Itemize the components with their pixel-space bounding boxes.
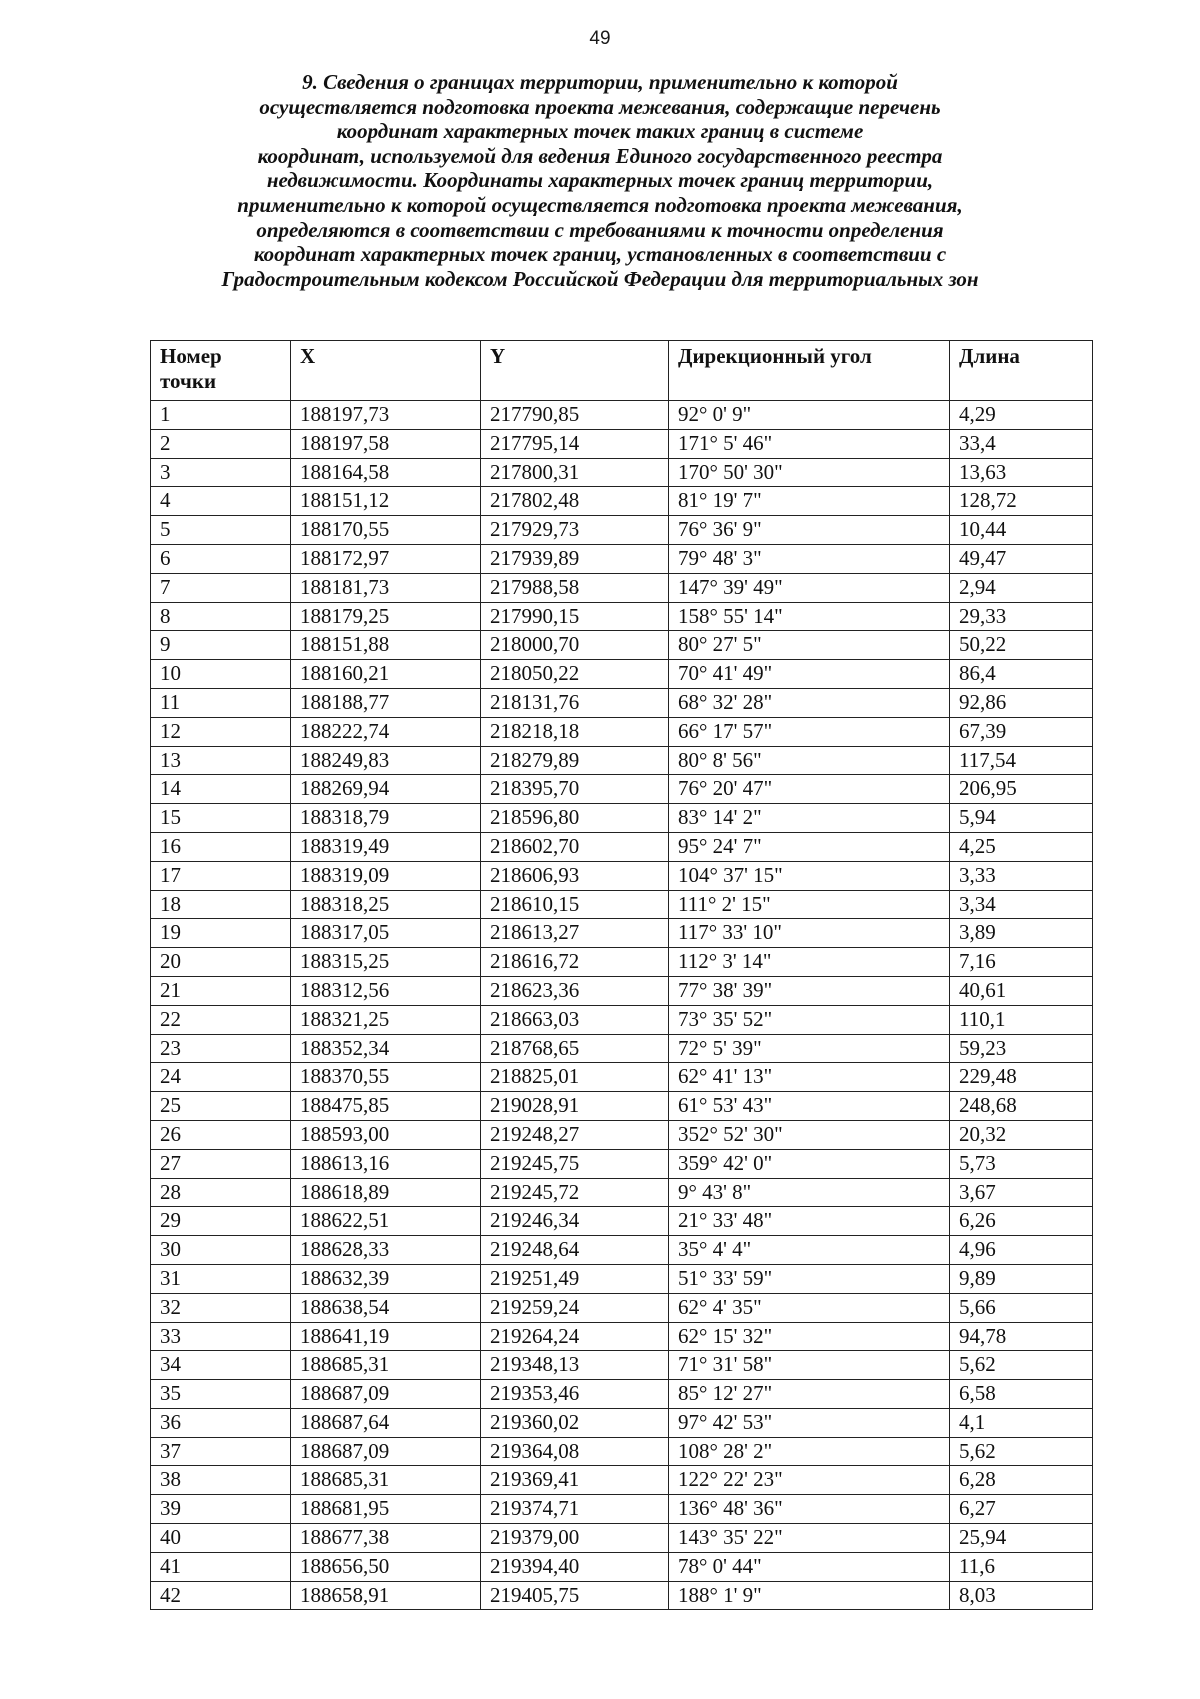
table-row: [151, 1552, 1093, 1581]
cell-direction-angle: 97° 42' 53": [669, 1408, 950, 1437]
cell-length: 5,66: [950, 1293, 1093, 1322]
cell-y: 218613,27: [481, 919, 669, 948]
cell-direction-angle: 61° 53' 43": [669, 1092, 950, 1121]
table-row: [151, 1149, 1093, 1178]
cell-y: 218218,18: [481, 717, 669, 746]
cell-x: 188164,58: [291, 458, 481, 487]
cell-point-number: 25: [151, 1092, 291, 1121]
cell-x: 188628,33: [291, 1236, 481, 1265]
cell-y: 217988,58: [481, 573, 669, 602]
cell-point-number: 11: [151, 688, 291, 717]
table-row: [151, 631, 1093, 660]
cell-point-number: 4: [151, 487, 291, 516]
cell-x: 188622,51: [291, 1207, 481, 1236]
table-row: [151, 1092, 1093, 1121]
table-row: [151, 861, 1093, 890]
header-direction-angle: Дирекционный угол: [669, 341, 950, 401]
cell-direction-angle: 122° 22' 23": [669, 1466, 950, 1495]
cell-point-number: 24: [151, 1063, 291, 1092]
table-row: [151, 948, 1093, 977]
cell-length: 2,94: [950, 573, 1093, 602]
heading-line: недвижимости. Координаты характерных точек границ территории,: [266, 168, 934, 193]
cell-point-number: 3: [151, 458, 291, 487]
table-row: [151, 660, 1093, 689]
cell-length: 5,73: [950, 1149, 1093, 1178]
cell-direction-angle: 92° 0' 9": [669, 401, 950, 430]
cell-x: 188593,00: [291, 1120, 481, 1149]
cell-y: 219251,49: [481, 1264, 669, 1293]
cell-x: 188170,55: [291, 516, 481, 545]
cell-point-number: 5: [151, 516, 291, 545]
cell-length: 4,96: [950, 1236, 1093, 1265]
cell-y: 218596,80: [481, 804, 669, 833]
cell-x: 188370,55: [291, 1063, 481, 1092]
cell-direction-angle: 112° 3' 14": [669, 948, 950, 977]
cell-length: 92,86: [950, 688, 1093, 717]
cell-x: 188321,25: [291, 1005, 481, 1034]
cell-length: 9,89: [950, 1264, 1093, 1293]
cell-x: 188681,95: [291, 1495, 481, 1524]
cell-length: 4,29: [950, 401, 1093, 430]
cell-x: 188315,25: [291, 948, 481, 977]
cell-direction-angle: 95° 24' 7": [669, 832, 950, 861]
cell-point-number: 12: [151, 717, 291, 746]
table-row: [151, 1034, 1093, 1063]
table-row: [151, 429, 1093, 458]
cell-x: 188151,88: [291, 631, 481, 660]
cell-point-number: 36: [151, 1408, 291, 1437]
table-body: [151, 401, 1093, 1610]
cell-point-number: 32: [151, 1293, 291, 1322]
cell-y: 218000,70: [481, 631, 669, 660]
cell-direction-angle: 111° 2' 15": [669, 890, 950, 919]
cell-y: 219369,41: [481, 1466, 669, 1495]
cell-y: 217795,14: [481, 429, 669, 458]
table-row: [151, 401, 1093, 430]
cell-y: 217790,85: [481, 401, 669, 430]
cell-length: 4,25: [950, 832, 1093, 861]
cell-direction-angle: 51° 33' 59": [669, 1264, 950, 1293]
cell-x: 188319,49: [291, 832, 481, 861]
cell-length: 8,03: [950, 1581, 1093, 1610]
cell-point-number: 35: [151, 1380, 291, 1409]
cell-point-number: 39: [151, 1495, 291, 1524]
cell-y: 219028,91: [481, 1092, 669, 1121]
cell-length: 6,58: [950, 1380, 1093, 1409]
cell-direction-angle: 62° 41' 13": [669, 1063, 950, 1092]
cell-y: 219353,46: [481, 1380, 669, 1409]
cell-direction-angle: 188° 1' 9": [669, 1581, 950, 1610]
cell-y: 219259,24: [481, 1293, 669, 1322]
cell-length: 5,62: [950, 1351, 1093, 1380]
heading-line: 9. Сведения о границах территории, применительно к которой: [302, 70, 898, 94]
cell-length: 5,94: [950, 804, 1093, 833]
table-header-row: [151, 341, 1093, 401]
cell-x: 188318,79: [291, 804, 481, 833]
cell-length: 4,1: [950, 1408, 1093, 1437]
cell-point-number: 30: [151, 1236, 291, 1265]
cell-y: 217990,15: [481, 602, 669, 631]
cell-y: 218131,76: [481, 688, 669, 717]
table-row: [151, 1495, 1093, 1524]
cell-length: 3,34: [950, 890, 1093, 919]
cell-y: 219405,75: [481, 1581, 669, 1610]
cell-length: 94,78: [950, 1322, 1093, 1351]
cell-length: 5,62: [950, 1437, 1093, 1466]
heading-line: координат характерных точек таких границ в системе: [336, 119, 864, 144]
cell-direction-angle: 78° 0' 44": [669, 1552, 950, 1581]
cell-direction-angle: 66° 17' 57": [669, 717, 950, 746]
heading-line: применительно к которой осуществляется подготовка проекта межевания,: [237, 192, 963, 217]
cell-length: 248,68: [950, 1092, 1093, 1121]
cell-length: 3,67: [950, 1178, 1093, 1207]
cell-x: 188151,12: [291, 487, 481, 516]
cell-length: 59,23: [950, 1034, 1093, 1063]
coordinates-table: [150, 340, 1093, 1610]
cell-length: 67,39: [950, 717, 1093, 746]
header-length: Длина: [950, 341, 1093, 401]
header-point-number-line1: Номер: [160, 344, 222, 368]
cell-length: 206,95: [950, 775, 1093, 804]
cell-y: 219374,71: [481, 1495, 669, 1524]
cell-y: 219394,40: [481, 1552, 669, 1581]
cell-y: 217929,73: [481, 516, 669, 545]
cell-point-number: 41: [151, 1552, 291, 1581]
table-row: [151, 1322, 1093, 1351]
cell-point-number: 21: [151, 976, 291, 1005]
cell-point-number: 1: [151, 401, 291, 430]
cell-point-number: 29: [151, 1207, 291, 1236]
cell-direction-angle: 9° 43' 8": [669, 1178, 950, 1207]
cell-length: 13,63: [950, 458, 1093, 487]
cell-y: 218825,01: [481, 1063, 669, 1092]
cell-point-number: 9: [151, 631, 291, 660]
table-row: [151, 976, 1093, 1005]
table-row: [151, 1207, 1093, 1236]
cell-length: 6,28: [950, 1466, 1093, 1495]
cell-y: 219379,00: [481, 1524, 669, 1553]
table-row: [151, 1380, 1093, 1409]
header-y: Y: [481, 341, 669, 401]
cell-y: 219248,27: [481, 1120, 669, 1149]
cell-point-number: 7: [151, 573, 291, 602]
cell-y: 217802,48: [481, 487, 669, 516]
cell-point-number: 19: [151, 919, 291, 948]
table-row: [151, 544, 1093, 573]
table-row: [151, 1005, 1093, 1034]
cell-x: 188197,58: [291, 429, 481, 458]
cell-y: 218279,89: [481, 746, 669, 775]
cell-x: 188197,73: [291, 401, 481, 430]
cell-length: 49,47: [950, 544, 1093, 573]
cell-point-number: 22: [151, 1005, 291, 1034]
cell-length: 25,94: [950, 1524, 1093, 1553]
cell-x: 188658,91: [291, 1581, 481, 1610]
cell-x: 188656,50: [291, 1552, 481, 1581]
cell-x: 188352,34: [291, 1034, 481, 1063]
cell-x: 188641,19: [291, 1322, 481, 1351]
cell-direction-angle: 359° 42' 0": [669, 1149, 950, 1178]
table-row: [151, 1408, 1093, 1437]
table-row: [151, 804, 1093, 833]
cell-length: 6,26: [950, 1207, 1093, 1236]
cell-y: 218606,93: [481, 861, 669, 890]
cell-y: 219245,72: [481, 1178, 669, 1207]
cell-x: 188319,09: [291, 861, 481, 890]
table-row: [151, 1293, 1093, 1322]
cell-x: 188317,05: [291, 919, 481, 948]
heading-line: координат, используемой для ведения Единого государственного реестра: [257, 143, 943, 168]
cell-direction-angle: 104° 37' 15": [669, 861, 950, 890]
cell-direction-angle: 136° 48' 36": [669, 1495, 950, 1524]
cell-y: 218610,15: [481, 890, 669, 919]
cell-direction-angle: 170° 50' 30": [669, 458, 950, 487]
table-row: [151, 1466, 1093, 1495]
cell-y: 219364,08: [481, 1437, 669, 1466]
cell-direction-angle: 143° 35' 22": [669, 1524, 950, 1553]
cell-point-number: 20: [151, 948, 291, 977]
cell-direction-angle: 117° 33' 10": [669, 919, 950, 948]
cell-direction-angle: 171° 5' 46": [669, 429, 950, 458]
cell-y: 218050,22: [481, 660, 669, 689]
cell-x: 188618,89: [291, 1178, 481, 1207]
cell-y: 217800,31: [481, 458, 669, 487]
cell-x: 188613,16: [291, 1149, 481, 1178]
cell-direction-angle: 83° 14' 2": [669, 804, 950, 833]
cell-y: 218616,72: [481, 948, 669, 977]
table-row: [151, 1581, 1093, 1610]
cell-length: 117,54: [950, 746, 1093, 775]
cell-x: 188179,25: [291, 602, 481, 631]
table-row: [151, 1178, 1093, 1207]
table-row: [151, 602, 1093, 631]
cell-point-number: 28: [151, 1178, 291, 1207]
table-row: [151, 1063, 1093, 1092]
cell-y: 218623,36: [481, 976, 669, 1005]
page-number: 49: [589, 28, 611, 49]
cell-point-number: 14: [151, 775, 291, 804]
cell-x: 188685,31: [291, 1351, 481, 1380]
cell-direction-angle: 81° 19' 7": [669, 487, 950, 516]
heading-line: координат характерных точек границ, установленных в соответствии с: [253, 242, 947, 267]
table-row: [151, 1524, 1093, 1553]
cell-direction-angle: 70° 41' 49": [669, 660, 950, 689]
cell-length: 110,1: [950, 1005, 1093, 1034]
cell-x: 188318,25: [291, 890, 481, 919]
cell-x: 188160,21: [291, 660, 481, 689]
cell-length: 29,33: [950, 602, 1093, 631]
table-row: [151, 717, 1093, 746]
cell-x: 188677,38: [291, 1524, 481, 1553]
table-row: [151, 458, 1093, 487]
cell-point-number: 31: [151, 1264, 291, 1293]
cell-y: 219264,24: [481, 1322, 669, 1351]
header-point-number-line2: точки: [160, 369, 217, 393]
cell-point-number: 18: [151, 890, 291, 919]
cell-point-number: 16: [151, 832, 291, 861]
table-row: [151, 1437, 1093, 1466]
cell-y: 218663,03: [481, 1005, 669, 1034]
cell-length: 6,27: [950, 1495, 1093, 1524]
table-row: [151, 573, 1093, 602]
cell-y: 219248,64: [481, 1236, 669, 1265]
cell-direction-angle: 76° 36' 9": [669, 516, 950, 545]
cell-point-number: 42: [151, 1581, 291, 1610]
cell-y: 218768,65: [481, 1034, 669, 1063]
cell-direction-angle: 71° 31' 58": [669, 1351, 950, 1380]
heading-line: Градостроительным кодексом Российской Федерации для территориальных зон: [221, 266, 979, 291]
cell-y: 219245,75: [481, 1149, 669, 1178]
cell-y: 219348,13: [481, 1351, 669, 1380]
cell-x: 188475,85: [291, 1092, 481, 1121]
cell-y: 218602,70: [481, 832, 669, 861]
cell-point-number: 38: [151, 1466, 291, 1495]
cell-point-number: 6: [151, 544, 291, 573]
cell-point-number: 17: [151, 861, 291, 890]
cell-direction-angle: 108° 28' 2": [669, 1437, 950, 1466]
cell-x: 188188,77: [291, 688, 481, 717]
header-x: X: [291, 341, 481, 401]
cell-direction-angle: 77° 38' 39": [669, 976, 950, 1005]
heading-line: осуществляется подготовка проекта межевания, содержащие перечень: [259, 94, 941, 119]
table-row: [151, 1236, 1093, 1265]
section-heading: [150, 70, 1050, 291]
cell-x: 188685,31: [291, 1466, 481, 1495]
cell-x: 188687,09: [291, 1380, 481, 1409]
cell-y: 219246,34: [481, 1207, 669, 1236]
cell-length: 128,72: [950, 487, 1093, 516]
cell-length: 3,89: [950, 919, 1093, 948]
cell-x: 188687,09: [291, 1437, 481, 1466]
cell-direction-angle: 352° 52' 30": [669, 1120, 950, 1149]
cell-point-number: 13: [151, 746, 291, 775]
cell-x: 188312,56: [291, 976, 481, 1005]
cell-x: 188249,83: [291, 746, 481, 775]
table-row: [151, 919, 1093, 948]
cell-length: 50,22: [950, 631, 1093, 660]
cell-y: 217939,89: [481, 544, 669, 573]
table-row: [151, 746, 1093, 775]
cell-length: 11,6: [950, 1552, 1093, 1581]
cell-length: 20,32: [950, 1120, 1093, 1149]
cell-x: 188172,97: [291, 544, 481, 573]
cell-x: 188269,94: [291, 775, 481, 804]
cell-direction-angle: 85° 12' 27": [669, 1380, 950, 1409]
cell-point-number: 37: [151, 1437, 291, 1466]
cell-direction-angle: 147° 39' 49": [669, 573, 950, 602]
cell-direction-angle: 68° 32' 28": [669, 688, 950, 717]
cell-x: 188222,74: [291, 717, 481, 746]
cell-length: 33,4: [950, 429, 1093, 458]
cell-y: 219360,02: [481, 1408, 669, 1437]
cell-point-number: 34: [151, 1351, 291, 1380]
table-row: [151, 775, 1093, 804]
cell-point-number: 23: [151, 1034, 291, 1063]
table-row: [151, 890, 1093, 919]
table-row: [151, 516, 1093, 545]
cell-point-number: 33: [151, 1322, 291, 1351]
cell-x: 188638,54: [291, 1293, 481, 1322]
cell-x: 188632,39: [291, 1264, 481, 1293]
cell-y: 218395,70: [481, 775, 669, 804]
cell-point-number: 2: [151, 429, 291, 458]
cell-direction-angle: 76° 20' 47": [669, 775, 950, 804]
table-row: [151, 1120, 1093, 1149]
cell-length: 229,48: [950, 1063, 1093, 1092]
cell-point-number: 15: [151, 804, 291, 833]
cell-direction-angle: 158° 55' 14": [669, 602, 950, 631]
cell-length: 3,33: [950, 861, 1093, 890]
cell-direction-angle: 80° 8' 56": [669, 746, 950, 775]
header-point-number: [151, 341, 291, 401]
table-row: [151, 1351, 1093, 1380]
cell-point-number: 10: [151, 660, 291, 689]
cell-direction-angle: 80° 27' 5": [669, 631, 950, 660]
table-row: [151, 487, 1093, 516]
cell-point-number: 26: [151, 1120, 291, 1149]
cell-length: 40,61: [950, 976, 1093, 1005]
cell-point-number: 27: [151, 1149, 291, 1178]
cell-x: 188181,73: [291, 573, 481, 602]
cell-x: 188687,64: [291, 1408, 481, 1437]
cell-point-number: 40: [151, 1524, 291, 1553]
cell-length: 86,4: [950, 660, 1093, 689]
table-row: [151, 832, 1093, 861]
cell-point-number: 8: [151, 602, 291, 631]
cell-direction-angle: 72° 5' 39": [669, 1034, 950, 1063]
cell-direction-angle: 62° 15' 32": [669, 1322, 950, 1351]
cell-direction-angle: 79° 48' 3": [669, 544, 950, 573]
table-row: [151, 688, 1093, 717]
table-row: [151, 1264, 1093, 1293]
cell-direction-angle: 35° 4' 4": [669, 1236, 950, 1265]
cell-length: 10,44: [950, 516, 1093, 545]
cell-direction-angle: 73° 35' 52": [669, 1005, 950, 1034]
heading-line: определяются в соответствии с требованиями к точности определения: [256, 217, 944, 242]
cell-direction-angle: 62° 4' 35": [669, 1293, 950, 1322]
cell-length: 7,16: [950, 948, 1093, 977]
cell-direction-angle: 21° 33' 48": [669, 1207, 950, 1236]
